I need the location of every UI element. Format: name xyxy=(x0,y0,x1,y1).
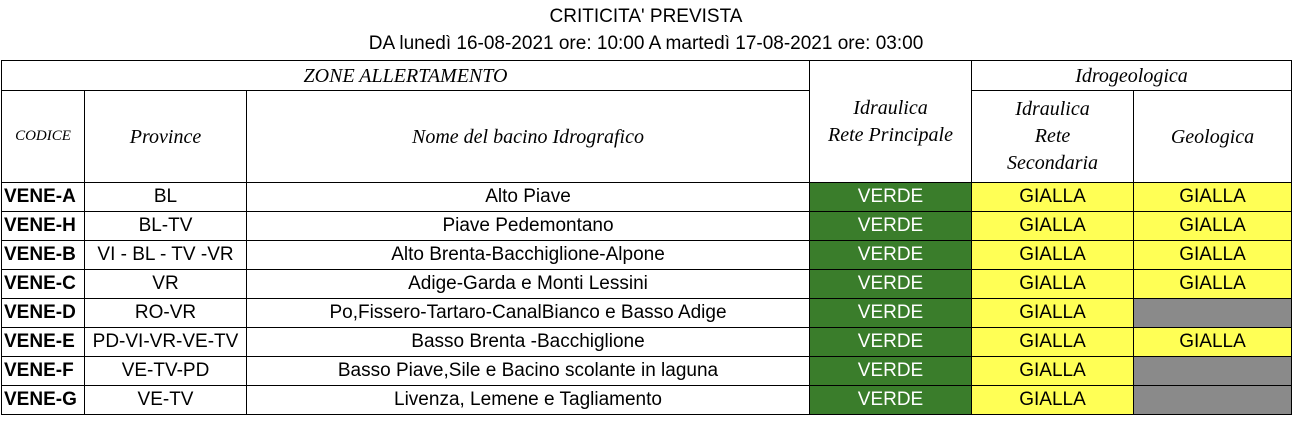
codice-cell: VENE-D xyxy=(2,299,85,328)
table-row xyxy=(2,241,1292,270)
table-row xyxy=(2,386,1292,415)
geologica-cell-empty xyxy=(1134,386,1292,415)
bacino-cell: Basso Piave,Sile e Bacino scolante in laguna xyxy=(247,357,810,386)
idraulica-secondaria-line-1: Idraulica xyxy=(1015,98,1090,120)
table-row xyxy=(2,357,1292,386)
codice-cell: VENE-E xyxy=(2,328,85,357)
header-row-2 xyxy=(2,91,1292,183)
codice-cell: VENE-G xyxy=(2,386,85,415)
table-row xyxy=(2,270,1292,299)
table-row xyxy=(2,183,1292,212)
principale-cell: VERDE xyxy=(810,270,972,299)
principale-cell: VERDE xyxy=(810,386,972,415)
province-cell: BL-TV xyxy=(85,212,247,241)
idraulica-secondaria-line-2: Rete xyxy=(1034,125,1071,147)
table-row xyxy=(2,299,1292,328)
province-header: Province xyxy=(85,91,247,183)
geologica-header: Geologica xyxy=(1134,91,1292,183)
secondaria-cell: GIALLA xyxy=(972,212,1134,241)
geologica-cell-empty xyxy=(1134,299,1292,328)
codice-header: CODICE xyxy=(2,91,85,183)
idraulica-principale-line-2: Rete Principale xyxy=(828,123,953,146)
page-title: CRITICITA' PREVISTA xyxy=(549,6,743,27)
table-row xyxy=(2,212,1292,241)
principale-cell: VERDE xyxy=(810,328,972,357)
codice-cell: VENE-C xyxy=(2,270,85,299)
principale-cell: VERDE xyxy=(810,357,972,386)
principale-cell: VERDE xyxy=(810,241,972,270)
geologica-cell: GIALLA xyxy=(1134,183,1292,212)
principale-cell: VERDE xyxy=(810,183,972,212)
forecast-period: DA lunedì 16-08-2021 ore: 10:00 A martedì 17-08-2021 ore: 03:00 xyxy=(368,33,924,54)
criticality-table xyxy=(1,60,1292,415)
bacino-header: Nome del bacino Idrografico xyxy=(247,91,810,183)
province-cell: VI - BL - TV -VR xyxy=(85,241,247,270)
secondaria-cell: GIALLA xyxy=(972,328,1134,357)
header-row-1 xyxy=(2,61,1292,91)
idraulica-principale-line-1: Idraulica xyxy=(853,96,928,119)
geologica-cell: GIALLA xyxy=(1134,212,1292,241)
province-cell: VE-TV-PD xyxy=(85,357,247,386)
codice-cell: VENE-H xyxy=(2,212,85,241)
bacino-cell: Piave Pedemontano xyxy=(247,212,810,241)
codice-cell: VENE-A xyxy=(2,183,85,212)
province-cell: VR xyxy=(85,270,247,299)
bacino-cell: Basso Brenta -Bacchiglione xyxy=(247,328,810,357)
zone-header: ZONE ALLERTAMENTO xyxy=(2,61,810,91)
bacino-cell: Livenza, Lemene e Tagliamento xyxy=(247,386,810,415)
geologica-cell: GIALLA xyxy=(1134,241,1292,270)
secondaria-cell: GIALLA xyxy=(972,270,1134,299)
secondaria-cell: GIALLA xyxy=(972,299,1134,328)
idrogeologica-header: Idrogeologica xyxy=(972,61,1292,91)
bacino-cell: Alto Piave xyxy=(247,183,810,212)
secondaria-cell: GIALLA xyxy=(972,357,1134,386)
province-cell: BL xyxy=(85,183,247,212)
geologica-cell-empty xyxy=(1134,357,1292,386)
geologica-cell: GIALLA xyxy=(1134,328,1292,357)
province-cell: VE-TV xyxy=(85,386,247,415)
geologica-cell: GIALLA xyxy=(1134,270,1292,299)
secondaria-cell: GIALLA xyxy=(972,241,1134,270)
province-cell: PD-VI-VR-VE-TV xyxy=(85,328,247,357)
table-row xyxy=(2,328,1292,357)
bacino-cell: Alto Brenta-Bacchiglione-Alpone xyxy=(247,241,810,270)
bacino-cell: Adige-Garda e Monti Lessini xyxy=(247,270,810,299)
principale-cell: VERDE xyxy=(810,212,972,241)
codice-cell: VENE-F xyxy=(2,357,85,386)
codice-cell: VENE-B xyxy=(2,241,85,270)
idraulica-secondaria-header xyxy=(972,91,1134,183)
principale-cell: VERDE xyxy=(810,299,972,328)
secondaria-cell: GIALLA xyxy=(972,386,1134,415)
secondaria-cell: GIALLA xyxy=(972,183,1134,212)
bacino-cell: Po,Fissero-Tartaro-CanalBianco e Basso Adige xyxy=(247,299,810,328)
province-cell: RO-VR xyxy=(85,299,247,328)
idraulica-principale-header xyxy=(810,61,972,183)
idraulica-secondaria-line-3: Secondaria xyxy=(1006,152,1099,174)
